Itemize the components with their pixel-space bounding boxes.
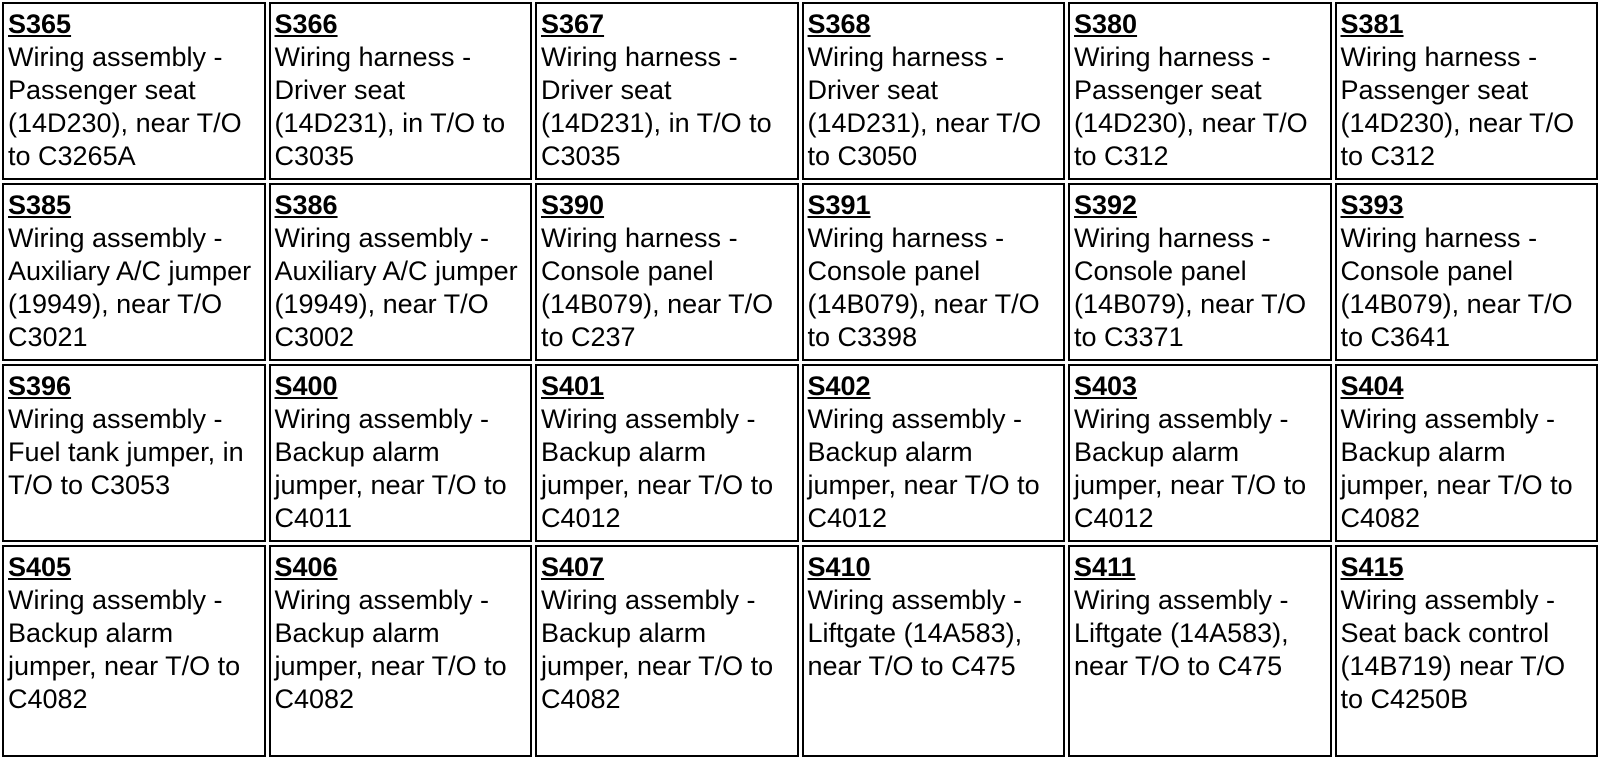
splice-code: S396	[8, 371, 72, 401]
splice-description: Wiring harness - Driver seat (14D231), in T/O to C3035	[274, 42, 506, 171]
splice-description: Wiring assembly - Backup alarm jumper, near T/O to C4082	[541, 585, 774, 714]
splice-code: S381	[1340, 9, 1404, 39]
splice-description: Wiring assembly - Backup alarm jumper, near T/O to C4082	[8, 585, 241, 714]
splice-description: Wiring assembly - Passenger seat (14D230), near T/O to C3265A	[8, 42, 242, 171]
splice-cell	[2, 364, 266, 542]
splice-code: S386	[274, 190, 338, 220]
splice-description: Wiring assembly - Backup alarm jumper, near T/O to C4012	[541, 404, 774, 533]
splice-description: Wiring assembly - Backup alarm jumper, near T/O to C4082	[274, 585, 507, 714]
splice-code: S365	[8, 9, 72, 39]
splice-cell	[535, 364, 799, 542]
splice-code: S406	[274, 552, 338, 582]
splice-cell	[269, 2, 533, 180]
splice-cell	[535, 2, 799, 180]
splice-cell	[1335, 2, 1599, 180]
splice-cell	[2, 2, 266, 180]
splice-description: Wiring assembly - Auxiliary A/C jumper (19949), near T/O C3021	[8, 223, 252, 352]
splice-code: S410	[807, 552, 871, 582]
splice-cell	[269, 545, 533, 757]
splice-code: S366	[274, 9, 338, 39]
splice-code: S415	[1340, 552, 1404, 582]
splice-cell	[535, 545, 799, 757]
splice-code: S368	[807, 9, 871, 39]
splice-code: S407	[541, 552, 605, 582]
splice-cell	[802, 183, 1066, 361]
splice-cell	[1335, 545, 1599, 757]
splice-cell	[2, 545, 266, 757]
splice-code: S403	[1074, 371, 1138, 401]
splice-description: Wiring assembly - Liftgate (14A583), near T/O to C475	[807, 585, 1023, 681]
splice-cell	[1335, 183, 1599, 361]
splice-description: Wiring harness - Console panel (14B079), near T/O to C3371	[1074, 223, 1307, 352]
splice-description: Wiring assembly - Backup alarm jumper, near T/O to C4012	[1074, 404, 1307, 533]
splice-cell	[802, 2, 1066, 180]
splice-description: Wiring harness - Driver seat (14D231), near T/O to C3050	[807, 42, 1042, 171]
splice-cell	[1068, 2, 1332, 180]
splice-cell	[269, 183, 533, 361]
splice-description: Wiring assembly - Backup alarm jumper, near T/O to C4082	[1340, 404, 1573, 533]
splice-description: Wiring assembly - Backup alarm jumper, near T/O to C4012	[807, 404, 1040, 533]
splice-grid	[2, 2, 1598, 757]
splice-cell	[1068, 183, 1332, 361]
splice-code: S411	[1074, 552, 1136, 582]
splice-description: Wiring assembly - Liftgate (14A583), near T/O to C475	[1074, 585, 1289, 681]
splice-code: S404	[1340, 371, 1404, 401]
splice-cell	[802, 545, 1066, 757]
splice-description: Wiring harness - Console panel (14B079), near T/O to C3641	[1340, 223, 1573, 352]
splice-code: S405	[8, 552, 72, 582]
splice-cell	[269, 364, 533, 542]
splice-cell	[1068, 364, 1332, 542]
splice-code: S400	[274, 371, 338, 401]
splice-description: Wiring assembly - Seat back control (14B719) near T/O to C4250B	[1340, 585, 1566, 714]
splice-cell	[1068, 545, 1332, 757]
splice-description: Wiring harness - Passenger seat (14D230), near T/O to C312	[1074, 42, 1308, 171]
splice-description: Wiring assembly - Backup alarm jumper, near T/O to C4011	[274, 404, 507, 533]
splice-code: S391	[807, 190, 871, 220]
splice-cell	[1335, 364, 1599, 542]
splice-description: Wiring harness - Driver seat (14D231), in T/O to C3035	[541, 42, 772, 171]
splice-description: Wiring harness - Console panel (14B079), near T/O to C3398	[807, 223, 1040, 352]
splice-description: Wiring harness - Console panel (14B079), near T/O to C237	[541, 223, 774, 352]
splice-code: S385	[8, 190, 72, 220]
splice-description: Wiring assembly - Auxiliary A/C jumper (19949), near T/O C3002	[274, 223, 518, 352]
splice-code: S392	[1074, 190, 1138, 220]
splice-code: S401	[541, 371, 605, 401]
splice-description: Wiring harness - Passenger seat (14D230), near T/O to C312	[1340, 42, 1575, 171]
splice-cell	[2, 183, 266, 361]
splice-description: Wiring assembly - Fuel tank jumper, in T/O to C3053	[8, 404, 244, 500]
splice-code: S402	[807, 371, 871, 401]
splice-code: S380	[1074, 9, 1138, 39]
splice-cell	[802, 364, 1066, 542]
splice-code: S393	[1340, 190, 1404, 220]
splice-code: S390	[541, 190, 605, 220]
splice-cell	[535, 183, 799, 361]
splice-code: S367	[541, 9, 605, 39]
